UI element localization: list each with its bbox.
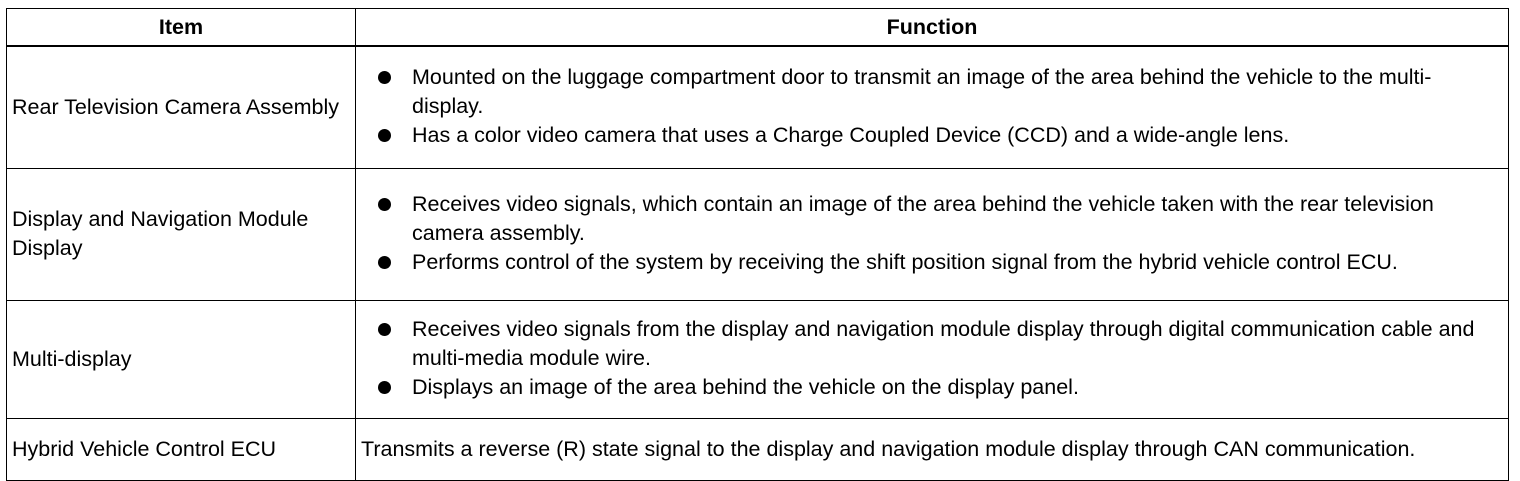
item-cell: Rear Television Camera Assembly: [7, 46, 356, 168]
bullet-icon: [378, 256, 391, 269]
bullet-text: Displays an image of the area behind the vehicle on the display panel.: [412, 375, 1079, 399]
document-page: [6, 8, 1509, 481]
bullet-list: [378, 63, 1496, 150]
bullet-list: [378, 315, 1496, 402]
list-item: [378, 190, 1496, 248]
item-cell: Display and Navigation Module Display: [7, 168, 356, 300]
header-item: Item: [7, 9, 356, 47]
bullet-text: Receives video signals from the display and navigation module display through digital communication cable and multi-media module wire.: [412, 317, 1475, 370]
header-function: Function: [356, 9, 1509, 47]
bullet-text: Receives video signals, which contain an image of the area behind the vehicle taken with the rear television camera assembly.: [412, 192, 1434, 245]
list-item: [378, 121, 1496, 150]
list-item: [378, 63, 1496, 121]
item-cell: Hybrid Vehicle Control ECU: [7, 418, 356, 480]
item-cell: Multi-display: [7, 300, 356, 418]
list-item: [378, 315, 1496, 373]
list-item: [378, 248, 1496, 277]
table-row: [7, 46, 1509, 168]
function-cell: [356, 46, 1509, 168]
bullet-text: Mounted on the luggage compartment door to transmit an image of the area behind the vehicle to the multi-display.: [412, 65, 1432, 119]
table-row: [7, 418, 1509, 480]
bullet-icon: [378, 323, 391, 336]
bullet-text: Has a color video camera that uses a Charge Coupled Device (CCD) and a wide-angle lens.: [412, 123, 1290, 148]
table-body: [7, 46, 1509, 480]
table-header: [7, 9, 1509, 47]
function-cell: [356, 300, 1509, 418]
header-row: [7, 9, 1509, 47]
table-row: [7, 168, 1509, 300]
function-table: [6, 8, 1509, 481]
bullet-text: Performs control of the system by receiving the shift position signal from the hybrid vehicle control ECU.: [412, 250, 1398, 274]
bullet-icon: [378, 129, 391, 142]
function-cell: [356, 168, 1509, 300]
bullet-list: [378, 190, 1496, 277]
function-cell: Transmits a reverse (R) state signal to the display and navigation module display through CAN communication.: [356, 418, 1509, 480]
bullet-icon: [378, 71, 391, 84]
bullet-icon: [378, 198, 391, 211]
bullet-icon: [378, 381, 391, 394]
list-item: [378, 373, 1496, 402]
table-row: [7, 300, 1509, 418]
